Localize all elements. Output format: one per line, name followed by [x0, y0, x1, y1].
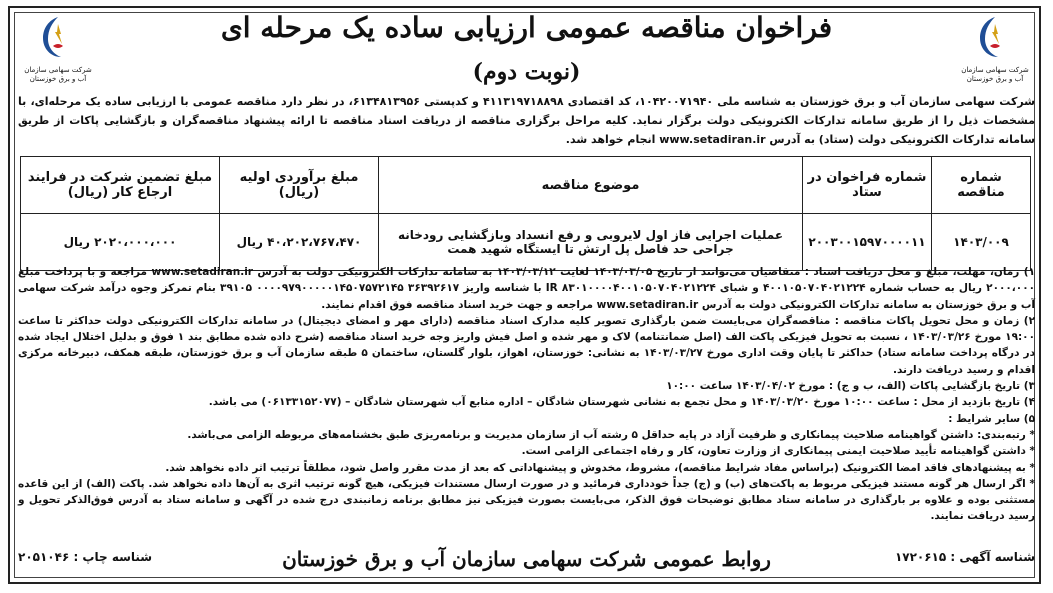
logo-caption: شرکت سهامی سازمان آب و برق خوزستان [24, 66, 92, 83]
clause-5: ۵) سایر شرایط : [948, 412, 1035, 425]
tender-table [20, 156, 1031, 271]
cell-setad-number: ۲۰۰۳۰۰۱۵۹۷۰۰۰۰۱۱ [803, 214, 932, 271]
logo-right [957, 14, 1033, 90]
ad-number: شناسه آگهی : ۱۷۲۰۶۱۵ [894, 550, 1035, 564]
cell-subject: عملیات اجرایی فاز اول لایروبی و رفع انسداد وبازگشایی رودخانه جراحی حد فاصل پل ارتش تا ایستگاه شهید همت [379, 214, 803, 271]
condition-signature: * به پیشنهادهای فاقد امضا الکترونیک (براساس مفاد شرایط مناقصه)، مشروط، مخدوش و پیشنهاداتی که بعد از مدت مقرر واصل شود، مطلقاً ترتیب اثر داده نخواهد شد. [165, 461, 1035, 474]
header-subject: موضوع مناقصه [379, 157, 803, 214]
footer [18, 544, 1035, 574]
conditions-text [18, 264, 1035, 525]
header-guarantee: مبلغ تضمین شرکت در فرایند ارجاع کار (ریال) [21, 157, 220, 214]
table-row [21, 214, 1031, 271]
logo-left [20, 14, 96, 90]
page-title: فراخوان مناقصه عمومی ارزیابی ساده یک مرحله ای [220, 11, 833, 44]
condition-safety: * داشتن گواهینامه تأیید صلاحیت ایمنی پیمانکاری از وزارت تعاون، کار و رفاه اجتماعی الزامی است. [521, 445, 1035, 458]
header-estimate: مبلغ برآوردی اولیه (ریال) [220, 157, 379, 214]
cell-tender-number: ۱۴۰۳/۰۰۹ [932, 214, 1031, 271]
condition-envelopes: * اگر ارسال هر گونه مستند فیزیکی مربوط به پاکت‌های (ب) و (ج) جداً خودداری فرمائید و در صورت ارسال مستندات فیزیکی، هیچ گونه ترتیب اثری به آن‌ها داده نخواهد شد. پاکت (الف) از این قاعده مستثنی بوده و علاوه بر بارگذاری در سامانه ستاد مطابق توضیحات فوق الذکر، می‌بایست بصورت فیزیکی نیز مطابق برنامه زمانبندی درج شده در آگهی و سامانه ستاد به آدرس فوق‌الذکر تحویل و رسید دریافت نمایند. [18, 477, 1035, 523]
clause-2: ۲) زمان و محل تحویل پاکات مناقصه : مناقصه‌گران می‌بایست ضمن بارگذاری تصویر کلیه مدارک اسناد مناقصه (دارای مهر و امضای دیجیتال) در سامانه تدارکات الکترونیکی دولت حداکثر تا ساعت ۱۹:۰۰ مورخ ۱۴۰۳/۰۳/۲۶ ، نسبت به تحویل فیزیکی پاکت الف (اصل ضمانتنامه) لاک و مهر شده و اصل فیش واریز وجه خرید اسناد مناقصه (شرح داده شده مطابق بند ۱ فوق و بدلیل اختلال ایجاد شده در درگاه پرداخت سامانه ستاد) حداکثر تا پایان وقت اداری مورخ ۱۴۰۳/۰۳/۲۷ به نشانی: خوزستان، اهواز، بلوار گلستان، ساختمان ۵ طبقه سازمان آب و برق خوزستان، طبقه همکف، دبیرخانه مرکزی اقدام و رسید دریافت دارند. [18, 314, 1035, 376]
water-power-emblem-icon [972, 14, 1018, 60]
clause-4: ۴) تاریخ بازدید از محل : ساعت ۱۰:۰۰ مورخ ۱۴۰۳/۰۳/۲۰ و محل تجمع به نشانی شهرستان شادگان – اداره منابع آب شهرستان شادگان – (۰۶۱۳۳۱۵۲۰۷۷) می باشد. [208, 396, 1035, 409]
page-subtitle: (نوبت دوم) [472, 59, 581, 85]
condition-rank: * رتبه‌بندی: داشتن گواهینامه صلاحیت پیمانکاری و ظرفیت آزاد در پایه حداقل ۵ رشته آب از سازمان مدیریت و برنامه‌ریزی طبق بخشنامه‌های مربوطه الزامی می‌باشد. [187, 428, 1035, 441]
intro-paragraph: شرکت سهامی سازمان آب و برق خوزستان به شناسه ملی ۱۰۴۲۰۰۷۱۹۴۰، کد اقتصادی ۴۱۱۳۱۹۷۱۸۸۹۸ و کدپستی ۶۱۳۴۸۱۳۹۵۶، در نظر دارد مناقصه عمومی با ارزیابی ساده یک مرحله‌ای، با مشخصات ذیل را از طریق سامانه تدارکات الکترونیکی دولت برگزار نماید. کلیه مراحل برگزاری مناقصه از دریافت اسناد مناقصه تا ارائه پیشنهاد مناقصه‌گران و بازگشایی پاکات از طریق سامانه تدارکات الکترونیکی دولت (ستاد) به آدرس www.setadiran.ir انجام خواهد شد. [18, 95, 1035, 146]
cell-estimate: ۴۰،۲۰۲،۷۶۷،۴۷۰ ریال [220, 214, 379, 271]
clause-3: ۳) تاریخ بازگشایی پاکات (الف، ب و ج) : مورخ ۱۴۰۳/۰۴/۰۲ ساعت ۱۰:۰۰ [666, 380, 1035, 393]
header-tender-number: شماره مناقصه [932, 157, 1031, 214]
logo-caption: شرکت سهامی سازمان آب و برق خوزستان [961, 66, 1029, 83]
cell-guarantee: ۲۰۲۰،۰۰۰،۰۰۰ ریال [21, 214, 220, 271]
water-power-emblem-icon [35, 14, 81, 60]
clause-1: ۱) زمان، مهلت، مبلغ و محل دریافت اسناد : متقاضیان می‌توانند از تاریخ ۱۴۰۳/۰۳/۰۵ لغایت ۱۴۰۳/۰۳/۱۲ به سامانه تدارکات الکترونیکی دولت به آدرس www.setadiran.ir مراجعه و با پرداخت مبلغ ۲۰۰۰،۰۰۰ ریال به حساب شماره ۴۰۰۱۰۵۰۷۰۴۰۲۱۲۲۴ و شبای IR ۸۳۰۱۰۰۰۰۴۰۰۱۰۵۰۷۰۴۰۲۱۲۲۴ با شناسه واریز ۳۶۳۹۲۶۱۷ ۰۰۰۰۹۷۹۰۰۰۰۰۱۴۵۰۷۵۷۲۱۴۵ ۳۹۱۰۵ بنام تمرکز وجوه درآمد شرکت سهامی آب و برق خوزستان به سامانه تدارکات الکترونیکی دولت به آدرس www.setadiran.ir مراجعه و جهت خرید اسناد مناقصه فوق اقدام نمایند. [18, 266, 1036, 311]
public-relations-signature: روابط عمومی شرکت سهامی سازمان آب و برق خوزستان [282, 547, 771, 571]
print-number: شناسه چاپ : ۲۰۵۱۰۴۶ [18, 550, 153, 564]
header-setad-number: شماره فراخوان در ستاد [803, 157, 932, 214]
table-header-row [21, 157, 1031, 214]
